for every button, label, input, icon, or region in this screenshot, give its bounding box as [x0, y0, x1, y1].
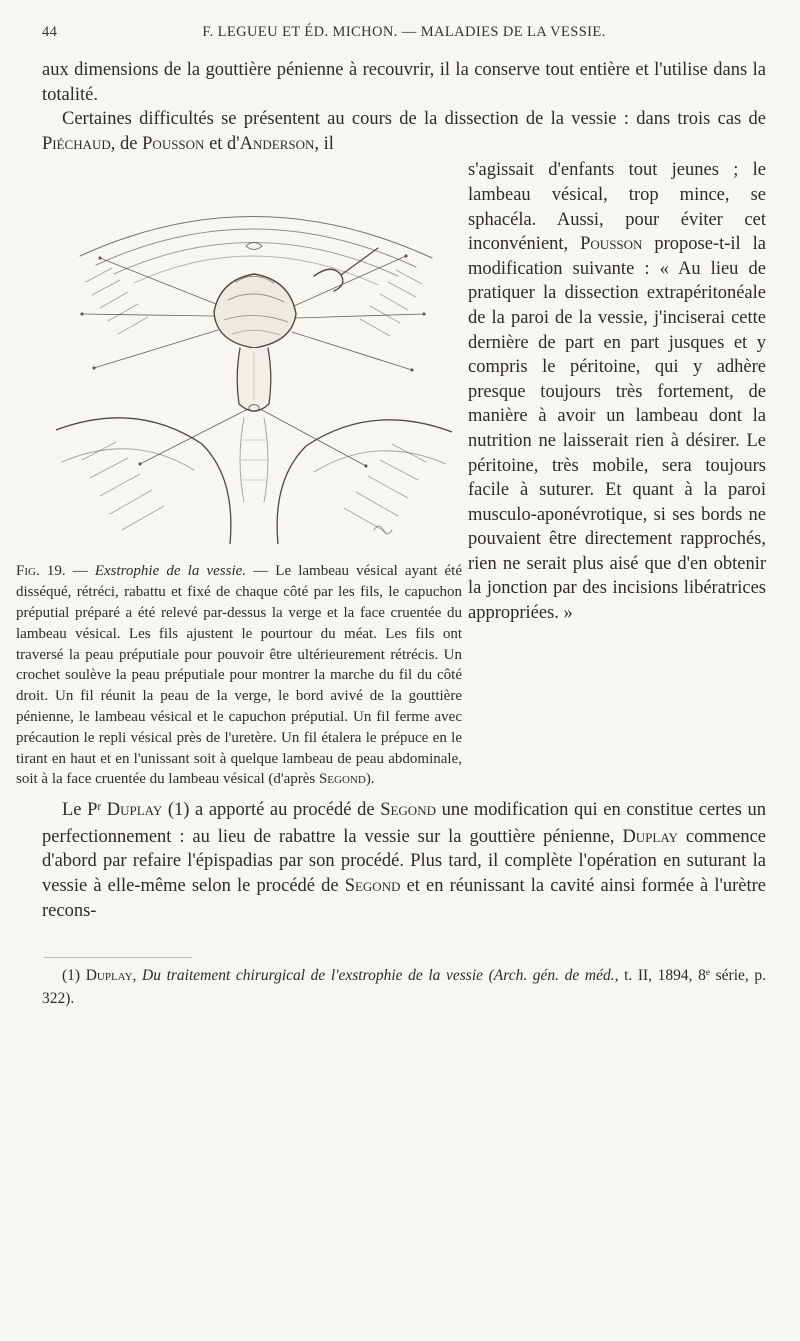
paragraph-continuation: aux dimensions de la gouttière pénienne à recouvrir, il la conserve tout entière et l'utilise dans la totalité.	[42, 60, 766, 105]
figure-19-engraving	[56, 164, 452, 544]
figure-column	[16, 158, 463, 790]
footnote-separator	[44, 957, 192, 958]
figure-19-caption: Fig. 19. — Exstrophie de la vessie. — Le lambeau vésical ayant été disséqué, rétréci, rabattu et fixé de chaque côté par les fils, le capuchon préputial préparé a été relevé par-dessus la verge et la face cruentée du lambeau vésical. Les fils ajustent le pourtour du méat. Les fils ont traversé la peau préputiale pour pouvoir être ultérieurement rétrécis. Un crochet soulève la peau préputiale pour montrer la marche du fil du côté droit. Un fil réunit la peau de la verge, le bord avivé de la gouttière pénienne, le lambeau vésical et le capuchon préputial. Un fil ferme avec précaution le repli vésical près de l'uretère. Un fil étalera le prépuce en le tirant en haut et en l'unissant soit à quelque lambeau de peau abdominale, soit à la face cruentée du lambeau vésical (d'après Segond).	[16, 563, 463, 788]
footnote-1: (1) Duplay, Du traitement chirurgical de l'exstrophie de la vessie (Arch. gén. de méd., t. II, 1894, 8e série, p. 322).	[42, 967, 766, 1007]
figure-19-illustration	[56, 164, 454, 549]
running-title: F. LEGUEU ET ÉD. MICHON. — MALADIES DE LA VESSIE.	[202, 24, 606, 40]
figure-text-row	[16, 158, 766, 790]
paragraph-difficulties: Certaines difficultés se présentent au cours de la dissection de la vessie : dans trois cas de Piéchaud, de Pousson et d'Anderson, il	[42, 109, 766, 154]
page-number: 44	[42, 24, 58, 40]
paragraph-duplay: Le $P^r$ Duplay (1) a apporté au procédé de Segond une modification qui en constitue certes un perfectionnement : au lieu de rabattre la vessie sur la gouttière pénienne, Duplay commence d'abord par refaire l'épispadias par son procédé. Plus tard, il complète l'opération en suturant la vessie à elle-même selon le procédé de Segond et en réunissant la cavité ainsi formée à l'urètre recons-	[42, 800, 766, 921]
footnote-block	[42, 957, 766, 1009]
wrapped-text-column: s'agissait d'enfants tout jeunes ; le lambeau vésical, trop mince, se sphacéla. Aussi, pour éviter cet inconvénient, Pousson propose-t-il la modification suivante : « Au lieu de pratiquer la dissection extrapéritonéale de la paroi de la vessie, j'inciserai cette dernière de part en part jusques et y compris le péritoine, qui y adhère presque toujours très fortement, de manière à avoir un lambeau dont la nutrition ne laisserait rien à désirer. Le péritoine, très mobile, sera toujours facile à suturer. Et quant à la paroi musculo-aponévrotique, si ses bords ne pouvaient être directement rapprochés, rien ne serait plus aisé que d'en obtenir la jonction par des incisions libératrices appropriées. »	[468, 160, 766, 624]
running-header	[42, 24, 766, 44]
